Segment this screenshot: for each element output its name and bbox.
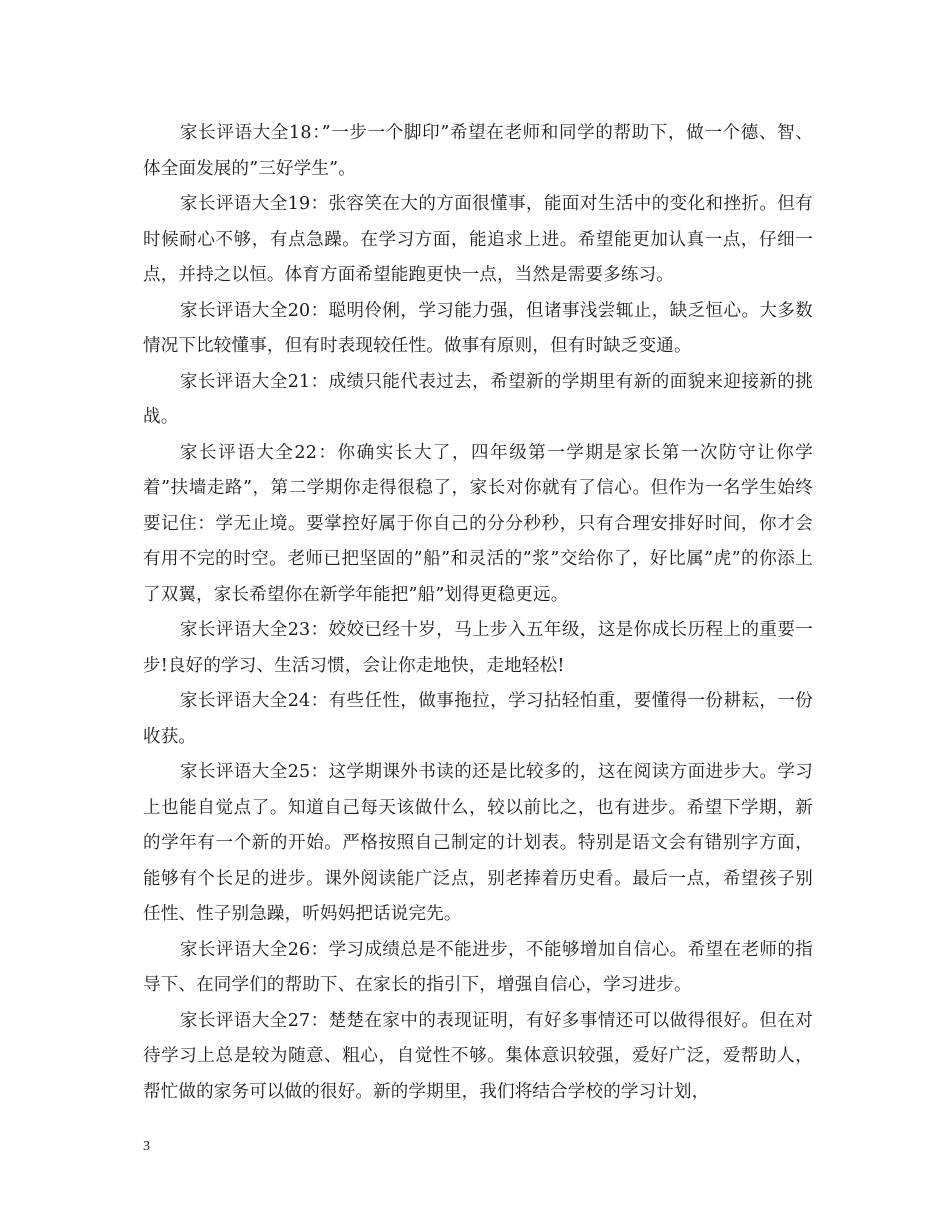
paragraph-comment-20: 家长评语大全20：聪明伶俐，学习能力强，但诸事浅尝辄止，缺乏恒心。大多数情况下比较懂事，但有时表现较任性。做事有原则，但有时缺乏变通。 [143, 300, 813, 356]
paragraph-comment-21: 家长评语大全21：成绩只能代表过去，希望新的学期里有新的面貌来迎接新的挑战。 [143, 371, 813, 427]
paragraph-comment-25: 家长评语大全25：这学期课外书读的还是比较多的，这在阅读方面进步大。学习上也能自觉点了。知道自己每天该做什么，较以前比之，也有进步。希望下学期，新的学年有一个新的开始。严格按照自己制定的计划表。特别是语文会有错别字方面，能够有个长足的进步。课外阅读能广泛点，别老捧着历史看。最后一点，希望孩子别任性、性子别急躁，听妈妈把话说完先。 [143, 762, 813, 924]
document-body [143, 116, 813, 1110]
page-number: 3 [143, 1139, 150, 1154]
paragraph-comment-27: 家长评语大全27：楚楚在家中的表现证明，有好多事情还可以做得很好。但在对待学习上总是较为随意、粗心，自觉性不够。集体意识较强，爱好广泛，爱帮助人，帮忙做的家务可以做的很好。新的学期里，我们将结合学校的学习计划， [143, 1010, 813, 1102]
paragraph-comment-23: 家长评语大全23：姣姣已经十岁，马上步入五年级，这是你成长历程上的重要一步!良好的学习、生活习惯，会让你走地快，走地轻松! [143, 620, 813, 676]
paragraph-comment-24: 家长评语大全24：有些任性，做事拖拉，学习拈轻怕重，要懂得一份耕耘，一份收获。 [143, 691, 813, 747]
paragraph-comment-18: 家长评语大全18：”一步一个脚印”希望在老师和同学的帮助下，做一个德、智、体全面发展的”三好学生”。 [143, 123, 813, 179]
paragraph-comment-26: 家长评语大全26：学习成绩总是不能进步，不能够增加自信心。希望在老师的指导下、在同学们的帮助下、在家长的指引下，增强自信心，学习进步。 [143, 939, 813, 995]
paragraph-comment-22: 家长评语大全22：你确实长大了，四年级第一学期是家长第一次防守让你学着”扶墙走路”，第二学期你走得很稳了，家长对你就有了信心。但作为一名学生始终要记住：学无止境。要掌控好属于你自己的分分秒秒，只有合理安排好时间，你才会有用不完的时空。老师已把坚固的”船”和灵活的”浆”交给你了，好比属”虎”的你添上了双翼，家长希望你在新学年能把”船”划得更稳更远。 [143, 442, 813, 605]
paragraph-comment-19: 家长评语大全19：张容笑在大的方面很懂事，能面对生活中的变化和挫折。但有时候耐心不够，有点急躁。在学习方面，能追求上进。希望能更加认真一点，仔细一点，并持之以恒。体育方面希望能跑更快一点，当然是需要多练习。 [143, 194, 813, 285]
